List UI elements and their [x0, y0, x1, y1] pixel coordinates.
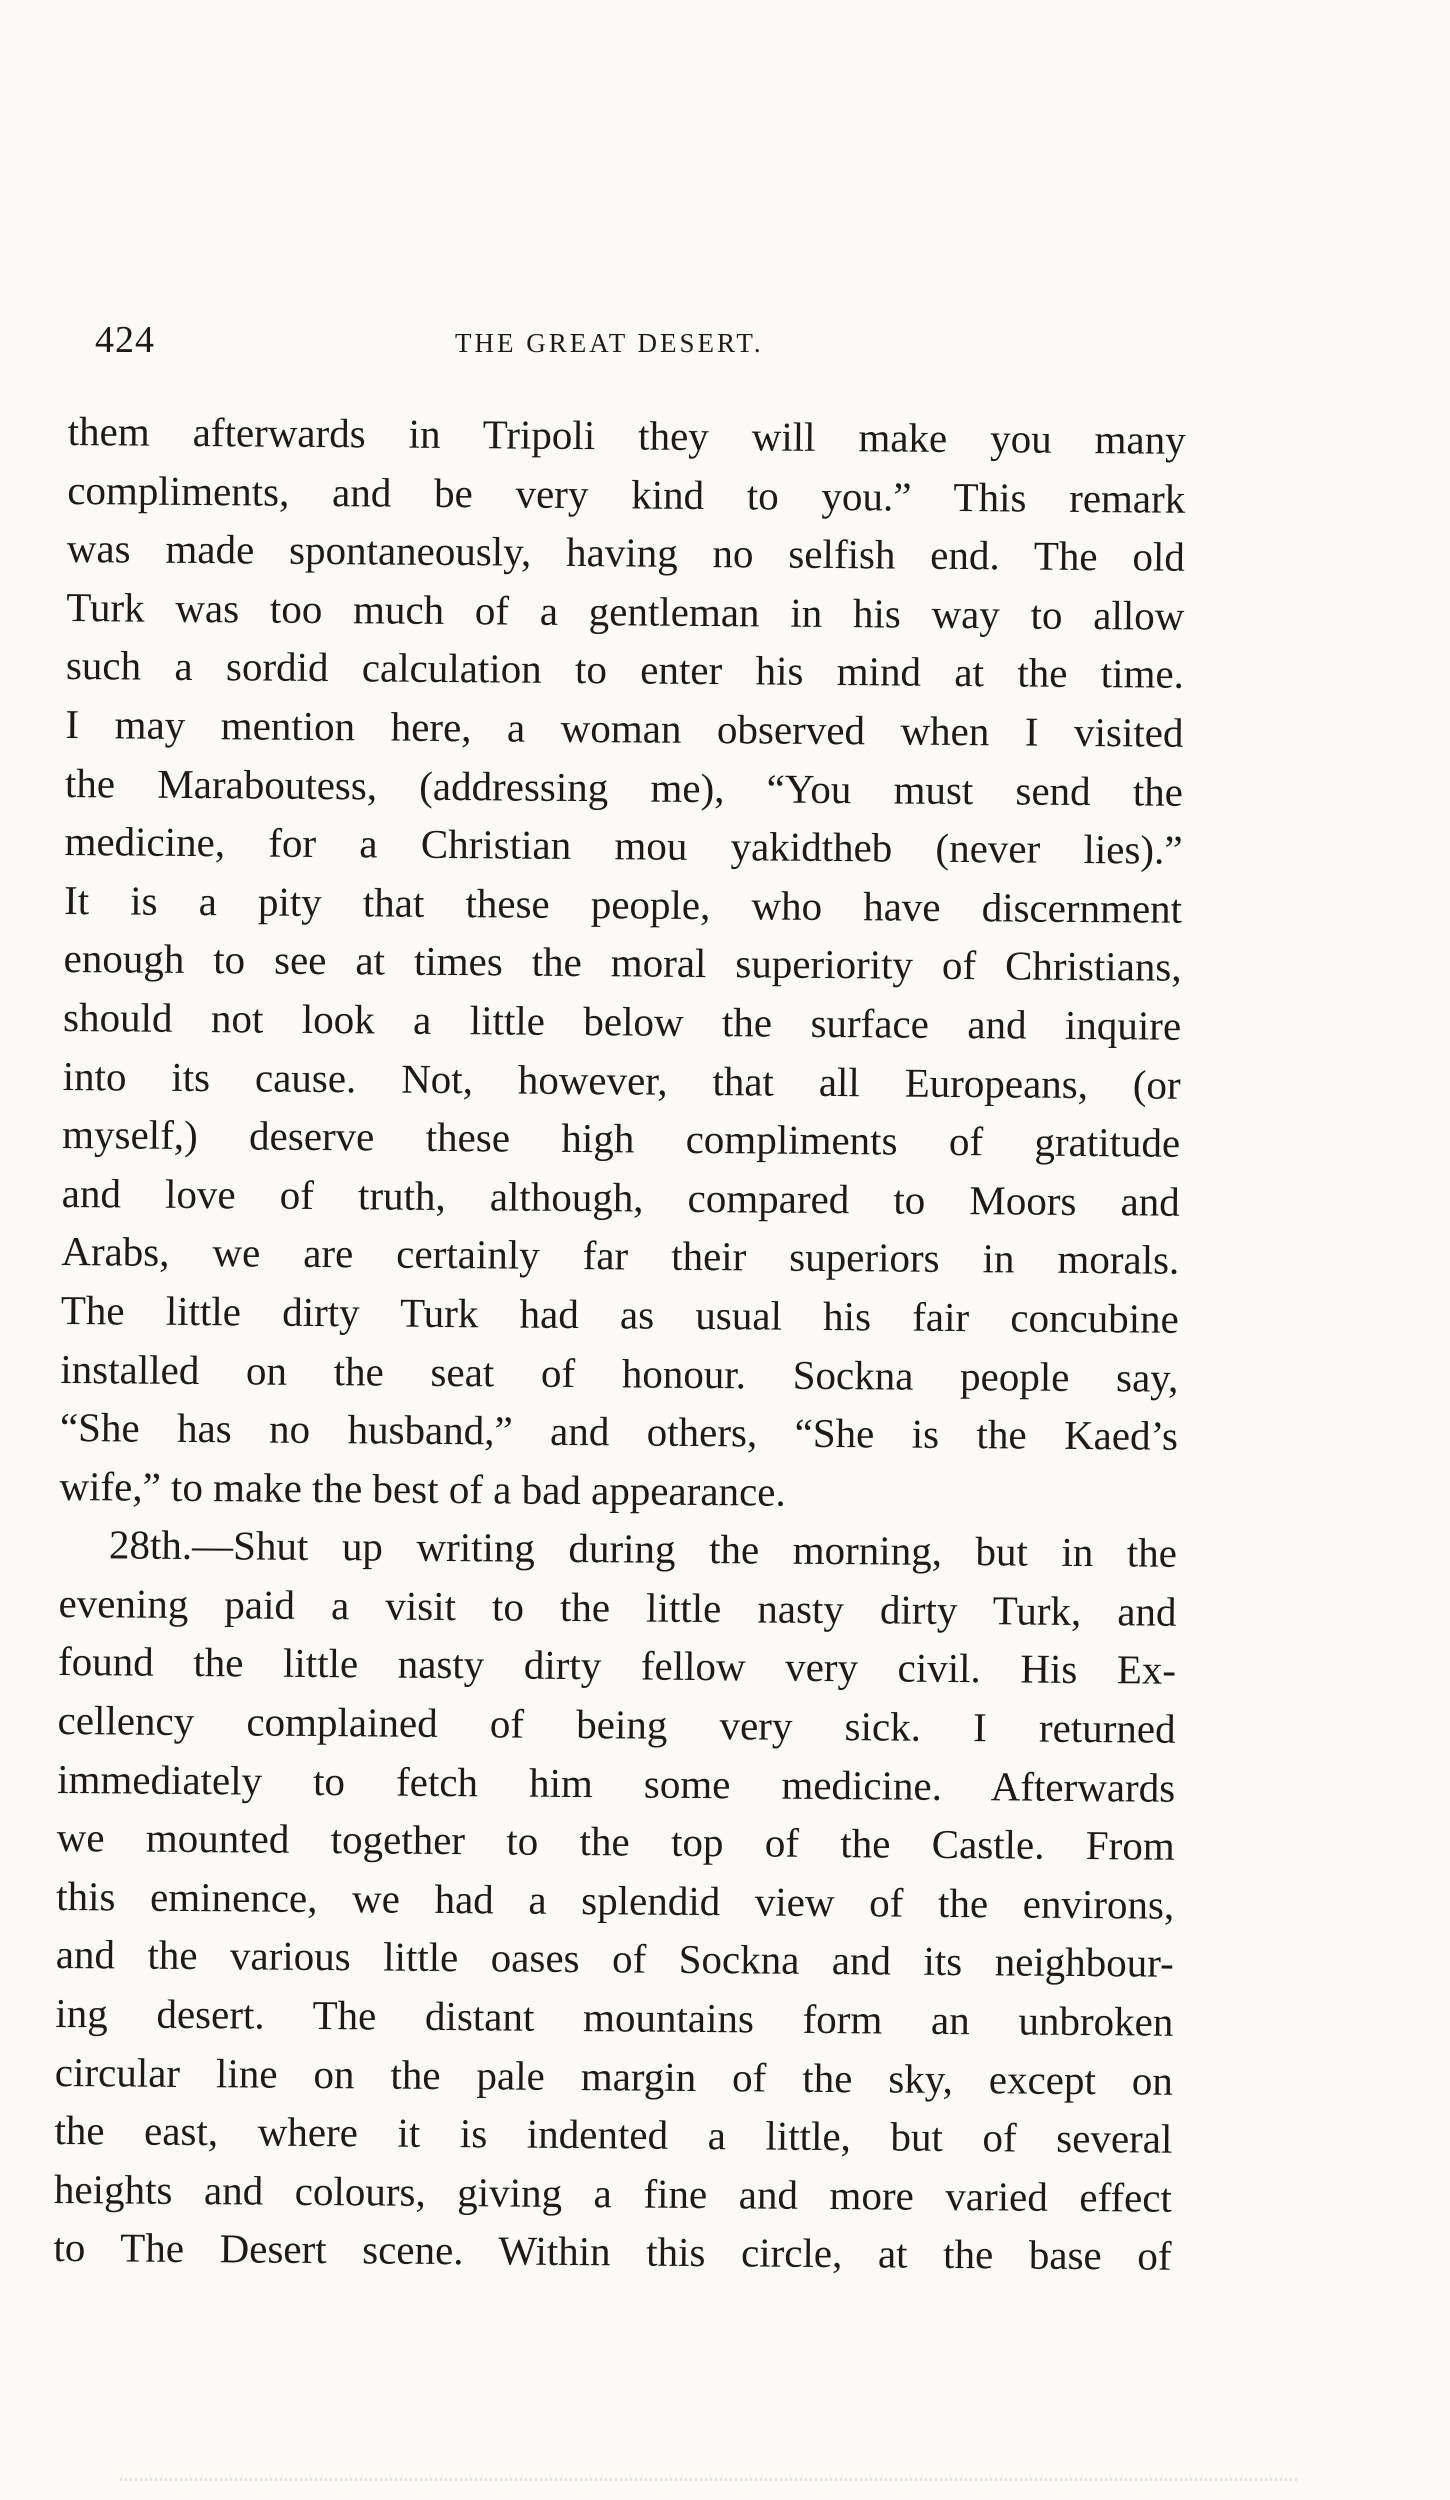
text-line: to The Desert scene. Within this circle, at the base of	[53, 2224, 1172, 2280]
text-line: and love of truth, although, compared to Moors and	[61, 1169, 1180, 1225]
text-line: the Maraboutess, (addressing me), “You must send the	[64, 759, 1184, 815]
text-line: immediately to fetch him some medicine. Afterwards	[57, 1755, 1176, 1811]
text-line: myself,) deserve these high compliments of gratitude	[62, 1111, 1181, 1166]
text-line: into its cause. Not, however, that all Europeans, (or	[62, 1052, 1181, 1108]
running-head: THE GREAT DESERT.	[455, 328, 764, 358]
text-line: them afterwards in Tripoli they will make you many	[67, 407, 1186, 463]
text-line: should not look a little below the surface and inquire	[62, 993, 1182, 1049]
text-line: circular line on the pale margin of the sky, except on	[54, 2048, 1174, 2104]
text-line: evening paid a visit to the little nasty dirty Turk, and	[58, 1579, 1177, 1635]
text-line: such a sordid calculation to enter his mind at the time.	[65, 642, 1185, 698]
text-line: found the little nasty dirty fellow very civil. His Ex-	[57, 1638, 1177, 1694]
text-line: this eminence, we had a splendid view of the environs,	[56, 1872, 1175, 1928]
page-number: 424	[95, 319, 155, 361]
text-line: heights and colours, giving a fine and more varied effect	[53, 2165, 1173, 2221]
text-line: wife,” to make the best of a bad appearance.	[59, 1462, 786, 1515]
text-line: installed on the seat of honour. Sockna people say,	[60, 1345, 1179, 1401]
text-line: The little dirty Turk had as usual his fair concubine	[60, 1286, 1180, 1342]
text-line: compliments, and be very kind to you.” This remark	[67, 466, 1186, 522]
text-line: and the various little oases of Sockna and its neighbour-	[55, 1931, 1174, 1987]
text-line: Turk was too much of a gentleman in his way to allow	[66, 583, 1185, 639]
page-edge-noise	[120, 2478, 1300, 2481]
text-line: Arabs, we are certainly far their superiors in morals.	[61, 1228, 1180, 1284]
text-line: we mounted together to the top of the Castle. From	[56, 1814, 1175, 1869]
text-line: ing desert. The distant mountains form an unbroken	[55, 1989, 1174, 2045]
body-text	[53, 402, 1186, 2286]
text-line: enough to see at times the moral superiority of Christians,	[63, 935, 1182, 991]
text-line: “She has no husband,” and others, “She is the Kaed’s	[59, 1404, 1179, 1459]
text-line: cellency complained of being very sick. I returned	[57, 1697, 1176, 1752]
text-line: was made spontaneously, having no selfish end. The old	[66, 525, 1185, 580]
text-line: I may mention here, a woman observed when I visited	[65, 700, 1184, 756]
text-line: It is a pity that these people, who have discernment	[63, 876, 1183, 932]
text-line: the east, where it is indented a little, but of several	[54, 2107, 1173, 2162]
text-line: 28th.—Shut up writing during the morning, but in the	[108, 1521, 1178, 1577]
text-line: medicine, for a Christian mou yakidtheb (never lies).”	[64, 818, 1183, 873]
page-header	[95, 318, 1185, 368]
